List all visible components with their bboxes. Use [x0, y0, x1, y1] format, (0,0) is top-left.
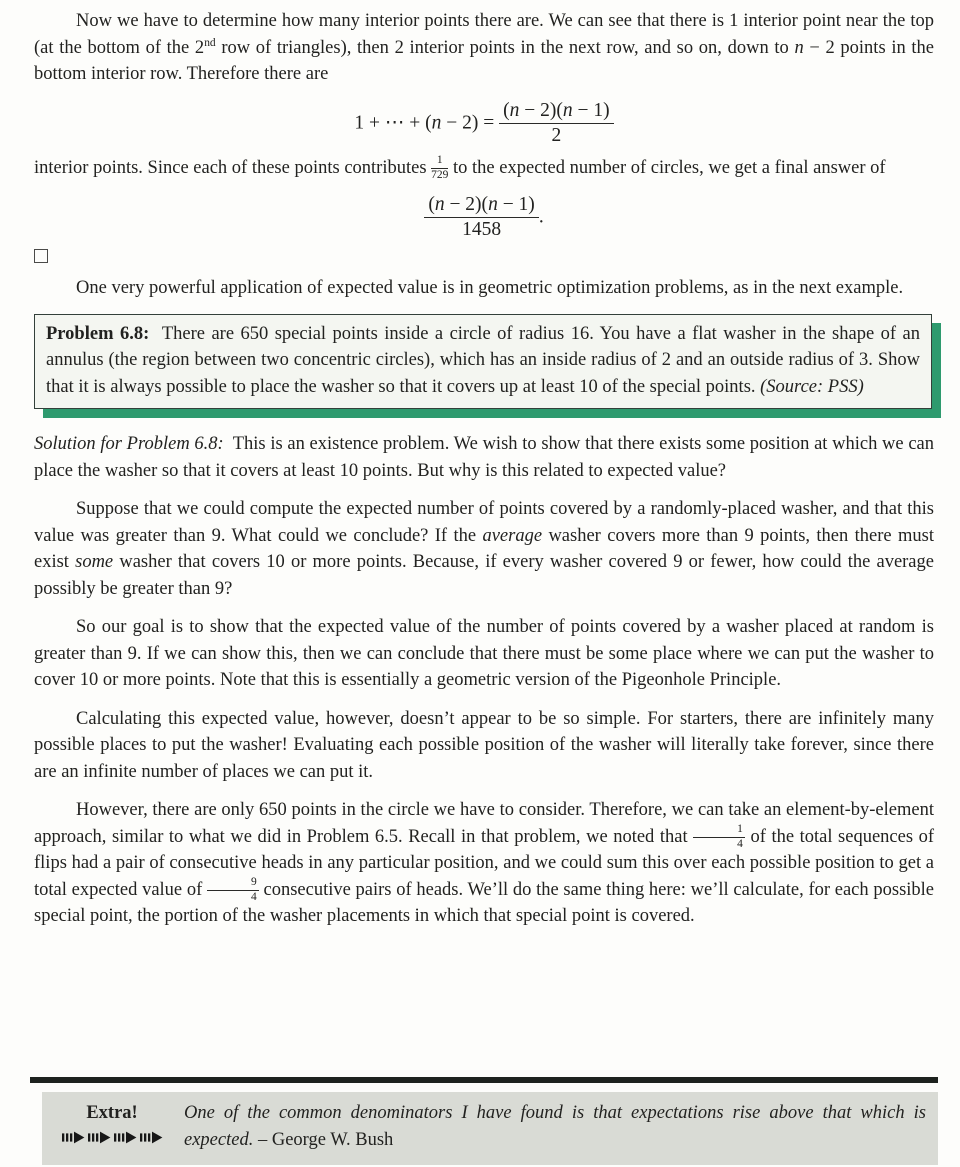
qed-square-icon [34, 249, 48, 263]
ffwd-arrow-icon [88, 1131, 111, 1144]
paragraph-element-approach: However, there are only 650 points in the circle we have to consider. Therefore, we can take an element-by-element approach, similar to what we did in Problem 6.5. Recall in that problem, we noted that $\frac{1}{4}$ of the total sequences of flips had a pair of consecutive heads in any particular position, and we could sum this over each possible position to get a total expected value of $\frac{9}{4}$ consecutive pairs of heads. We’ll do the same thing here: we’ll calculate, for each possible special point, the portion of the washer placements in which that special point is covered. [34, 800, 935, 927]
paragraph-interior-points-count: Now we have to determine how many interior points there are. We can see that there is 1 interior point near the top (at the bottom of the 2nd row of triangles), then 2 interior points in the next row, and so on, down to n − 2 points in the bottom interior row. Therefore there are [34, 11, 934, 84]
ffwd-arrow-icon [114, 1131, 137, 1144]
fraction: $\frac{9}{4}$ [207, 877, 259, 903]
problem-box [34, 314, 932, 410]
display-equation-sum: 1 + ⋯ + (n − 2) = $\frac{(n - 2)(n - 1)}{2}$ [34, 100, 934, 148]
extra-quote: One of the common denominators I have found is that expectations rise above that which is expected. – George W. Bush [184, 1103, 926, 1150]
extra-left-column [56, 1100, 168, 1154]
solution-text: This is an existence problem. We wish to show that there exists some position at which we can place the washer so that it covers at least 10 points. But why is this related to expected value? [34, 434, 934, 481]
paragraph-application-intro: One very powerful application of expected value is in geometric optimization problems, as in the next example. [76, 278, 904, 299]
extra-label: Extra! [86, 1103, 138, 1123]
paragraph-suppose-expected: Suppose that we could compute the expected number of points covered by a randomly-placed washer, and that this value was greater than 9. What could we conclude? If the average washer covers more than 9 points, then there must exist some washer that covers 10 or more points. Because, if every washer covered 9 or fewer, how could the average possibly be greater than 9? [34, 499, 934, 599]
extra-box [42, 1092, 938, 1165]
solution-lead: Solution for Problem 6.8: [34, 434, 224, 455]
fraction: $\frac{1}{729}$ [431, 154, 449, 181]
ffwd-arrow-icon [140, 1131, 163, 1144]
ffwd-arrow-icon [62, 1131, 85, 1144]
paragraph-calculating: Calculating this expected value, however, doesn’t appear to be so simple. For starters, there are infinitely many possible places to put the washer! Evaluating each possible position of the washer will literally take forever, since there are an infinite number of places we can put it. [34, 708, 934, 782]
fraction: $\frac{1}{4}$ [693, 824, 745, 850]
fraction: $\frac{(n - 2)(n - 1)}{1458}$ [424, 194, 539, 242]
extra-arrows [56, 1131, 168, 1144]
problem-label: Problem 6.8: [46, 323, 150, 344]
paragraph-solution-intro [34, 431, 934, 484]
paragraph-goal: So our goal is to show that the expected value of the number of points covered by a washer placed at random is greater than 9. If we can show this, then we can conclude that there must be some place where we can put the washer to cover 10 or more points. Note that this is essentially a geometric version of the Pigeonhole Principle. [34, 617, 934, 691]
qed-row [34, 249, 934, 265]
paragraph-final-answer: interior points. Since each of these points contributes $\frac{1}{729}$ to the expected number of circles, we get a final answer of [34, 154, 886, 181]
section-rule [30, 1077, 938, 1083]
display-equation-answer: $\frac{(n - 2)(n - 1)}{1458}$ . [34, 194, 934, 242]
fraction: $\frac{(n - 2)(n - 1)}{2}$ [499, 100, 614, 148]
extra-section [30, 1077, 938, 1165]
problem-text: There are 650 special points inside a circle of radius 16. You have a flat washer in the shape of an annulus (the region between two concentric circles), which has an inside radius of 2 and an outside radius of 3. Show that it is always possible to place the washer so that it covers up at least 10 of the special points. (Source: PSS) [46, 323, 920, 397]
